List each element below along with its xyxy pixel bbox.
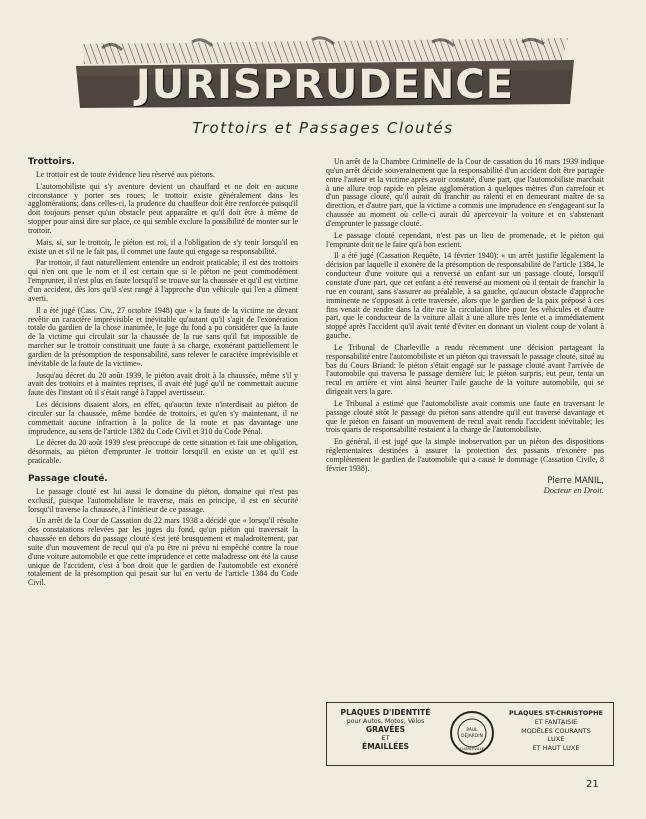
paragraph: En général, il est jugé que la simple inobservation par un piéton des dispositions réglementaires destinées à assurer la protection des passants n'exonère pas complètement le gardien de l'automobile qui a causé le dommage (Cassation Civile, 8 février 1938). [326, 437, 604, 473]
ad-text: PLAQUES ST-CHRISTOPHE [509, 709, 603, 717]
section-heading-passage-cloute: Passage clouté. [28, 474, 108, 484]
paragraph: Par trottoir, il faut naturellement entendre un endroit praticable; il est des trottoirs qui n'en ont que le nom et il est certain que si le piéton ne peut commodément l'emprunter, il n'est plus en faute lorsqu'il se trouve sur la chaussée et qu'il est victime d'un accident, dès lors qu'il s'est rangé à l'approche d'un véhicule qui l'en a dûment averti. [28, 258, 298, 303]
ad-text: MODÈLES COURANTS [521, 726, 591, 735]
paragraph: Les décisions disaient alors, en effet, qu'aucun texte n'interdisait au piéton de circuler sur la chaussée, même bordée de trottoirs, et qu'en s'y maintenant, il ne commettait aucune infraction à la police de la route et pas davantage une imprudence, au sens de l'article 1382 du Code Civil et 310 du Code Pénal. [28, 400, 298, 436]
paragraph: L'automobiliste qui s'y aventure devient un chauffard et ne doit en aucune circonstance y porter ses roues; le trottoir existe généralement dans les agglomérations; dans celles-ci, la prudence du chauffeur doit être renforcée puisqu'il doit toujours penser qu'un obstacle peut apparaître et qu'il doit être à même de stopper pour ainsi dire sur place, ce qui semble exclure la possibilité de monter sur le trottoir. [28, 181, 298, 235]
ad-text: LUXE [547, 735, 565, 744]
page-number: 21 [586, 779, 599, 790]
ad-text: pour Autos, Motos, Vélos [346, 717, 425, 725]
author-title: Docteur en Droit. [543, 484, 604, 495]
paragraph: Le passage clouté cependant, n'est pas un lieu de promenade, et le piéton qui l'emprunte doit ne le faire qu'à bon escient. [326, 230, 604, 249]
paragraph: Il a été jugé (Cassation Requête, 14 février 1940): « un arrêt justifie légalement la décision par laquelle il exonère de la présomption de responsabilité de l'article 1384, le conducteur d'une voiture qui a renversé un enfant sur un passage clouté, lorsqu'il constate d'une part, que cet enfant a été renversé au moment où il tentait de franchir la rue en courant, sans s'assurer au préalable, à sa gauche, qu'aucun obstacle d'approche imminente ne s'opposait à cette traversée, alors que le gardien de la paix préposé à ces fins venait de rendre dans la dite rue la circulation libre pour les véhicules et d'autre part, que le conducteur de la voiture allait à une allure très lente et a immédiatement stoppé après l'accident qu'il avait tenté d'éviter en donnant un violent coup de volant à gauche. [326, 251, 604, 341]
paragraph: Le Tribunal de Charleville a rendu récemment une décision partageant la responsabilité entre l'automobiliste et un piéton qui traversait le passage clouté, situé au bas du Cours Briand: le piéton s'était engagé sur le passage clouté avant l'arrivée de l'automobile qui traversa le passage dernière lui; le piéton surpris, eut peur, tenta un recul en arrière et vint ainsi heurter l'aile gauche de la voiture automobile, qui se dirigeait vers la gare. [326, 342, 604, 397]
ad-text: ET [381, 734, 390, 742]
ad-text: ÉMAILLÉES [362, 742, 409, 751]
ad-text: GRAVÉES [365, 725, 406, 734]
ad-text: ET HAUT LUXE [532, 744, 580, 753]
left-column [28, 158, 298, 591]
ad-text: PLAQUES D'IDENTITÉ [340, 708, 431, 717]
right-column [326, 158, 604, 494]
svg-text:CHARLEVILLE: CHARLEVILLE [459, 747, 485, 751]
ad-identity-plates [333, 709, 438, 752]
paragraph: Le décret du 20 août 1939 s'est préoccupé de cette situation et fait une obligation, désormais, au piéton d'emprunter le trottoir lorsqu'il en existe un et qu'il est praticable. [28, 438, 298, 466]
company-seal-logo [449, 710, 495, 756]
author-signature [326, 477, 604, 495]
header-banner [72, 30, 578, 110]
section-heading-trottoirs: Trottoirs. [28, 157, 75, 167]
ad-text: ET FANTAISIE [534, 717, 578, 726]
paragraph: Mais, si, sur le trottoir, le piéton est roi, il a l'obligation de s'y tenir lorsqu'il en existe un et s'il ne le fait pas, il commet une faute qui engage sa responsabilité. [28, 237, 298, 256]
paragraph: Un arrêt de la Cour de Cassation du 22 mars 1938 a décidé que « lorsqu'il résulte des constatations relevées par les juges du fond, qu'un piéton qui traversait la chaussée en dehors du passage clouté s'est jeté brusquement et maladroitement, par suite d'un mouvement de recul qui n'a pu être ni prévu ni empêché contre la roue d'une voiture automobile et que cette imprudence et cette maladresse ont été la cause unique de l'accident, c'est à bon droit que le gardien de l'automobile est exonéré totalement de la présomption qui pesait sur lui en vertu de l'article 1384 du Code Civil. [28, 516, 298, 588]
paragraph: Le Tribunal a estimé que l'automobiliste avait commis une faute en traversant le passage clouté sitôt le passage du piéton sans attendre qu'il eut traversé davantage et que le piéton en faisant un mouvement de recul avait rendu l'accident inévitable; les trois quarts de responsabilité restaient à la charge de l'automobiliste. [326, 398, 604, 435]
ad-st-christophe-plates [501, 709, 611, 753]
svg-text:DEJARDIN: DEJARDIN [461, 734, 483, 739]
paragraph: Un arrêt de la Chambre Criminelle de la Cour de cassation du 16 mars 1939 indique qu'un arrêt décide souverainement que la responsabilité d'un accident doit être partagée entre l'auteur et la victime après avoir constaté, d'une part, que l'automobiliste marchait à une allure trop rapide en pleine agglomération à quelques mètres d'un carrefour et d'un passage clouté, qu'il aurait dû franchir au ralenti et en demeurant maître de sa direction, et d'autre part, que la victime a commis une imprudence en s'engageant sur la chaussée au moment où celle-ci aurait dû apercevoir la voiture et en s'abstenant d'emprunter le passage clouté. [326, 157, 604, 228]
author-name: Pierre MANIL, [547, 475, 604, 486]
advertisement-box [326, 702, 614, 766]
article-subtitle: Trottoirs et Passages Cloutés [192, 119, 454, 137]
paragraph: Le passage clouté est lui aussi le domaine du piéton, domaine qui n'est pas exclusif, puisque l'automobiliste le traverse, mais en principe, il est en sécurité lorsqu'il traverse la chaussée, à l'intérieur de ce passage. [28, 486, 298, 514]
paragraph: Le trottoir est de toute évidence lieu réservé aux piétons. [36, 169, 215, 179]
svg-text:PAUL: PAUL [466, 728, 478, 733]
paragraph: Il a été jugé (Cass. Civ., 27 octobre 1948) que « la faute de la victime ne devant revêtir un caractère imprévisible et inévitable qu'autant qu'il s'agit de l'exonération totale du gardien de la chose inanimée, le juge du fond a pu considérer que la faute de la victime qui circulait sur la chaussée de la rue sans qu'il fut impossible de marcher sur le trottoir constituait une faute à sa charge, exonérant partiellement le gardien de la présomption de responsabilité, sans relever le caractère imprévisible et inévitable de la faute de la victime». [28, 305, 298, 368]
page-title: JURISPRUDENCE [135, 62, 515, 108]
paragraph: Jusqu'au décret du 20 août 1939, le piéton avait droit à la chaussée, même s'il y avait des trottoirs et à maintes reprises, il avait été jugé qu'il ne commettait aucune faute dès l'instant où il s'était rangé à l'appel avertisseur. [28, 370, 298, 398]
